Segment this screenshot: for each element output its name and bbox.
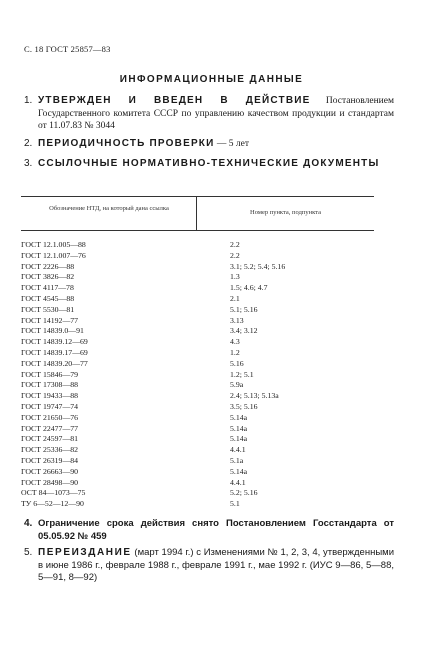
table-row [21,326,374,337]
table-header-rule [21,230,374,231]
cell-point: 5.16 [230,358,244,368]
cell-point: 1.2; 5.1 [230,369,254,379]
item-number: 1. [24,95,33,106]
cell-point: 2.2 [230,250,240,260]
table-row [21,262,374,273]
table-row [21,488,374,499]
table-row [21,391,374,402]
item-number: 5. [24,547,33,558]
item-text: — 5 лет [214,139,249,149]
cell-document: ГОСТ 21650—76 [21,412,79,422]
cell-point: 3.4; 3.12 [230,326,258,336]
cell-document: ГОСТ 26663—90 [21,466,79,476]
info-item-3 [24,158,394,171]
table-row [21,424,374,435]
item-number: 2. [24,138,33,149]
table-row [21,348,374,359]
reference-table [21,196,374,509]
cell-point: 5.1 [230,499,240,509]
cell-document: ГОСТ 19433—88 [21,391,79,401]
cell-point: 5.14а [230,412,248,422]
table-row [21,478,374,489]
cell-document: ГОСТ 28498—90 [21,477,79,487]
item-lead: ССЫЛОЧНЫЕ НОРМАТИВНО-ТЕХНИЧЕСКИЕ ДОКУМЕНТЫ [38,158,380,169]
table-row [21,337,374,348]
cell-point: 2.1 [230,293,240,303]
table-row [21,434,374,445]
cell-point: 5.9а [230,380,244,390]
cell-point: 5.2; 5.16 [230,488,258,498]
item-lead: ПЕРЕИЗДАНИЕ [38,547,132,558]
cell-point: 5.14а [230,434,248,444]
cell-point: 5.1а [230,455,244,465]
table-row [21,380,374,391]
item-text: Ограничение срока действия снято Постановлением Госстандарта от 05.05.92 № 459 [38,518,394,542]
table-row [21,272,374,283]
cell-point: 1.3 [230,272,240,282]
table-row [21,456,374,467]
item-text: (март 1994 г.) с Изменениями № 1, 2, 3, 4, утвержденными в июне 1986 г., феврале 1988 г., феврале 1991 г., мае 1992 г. (ИУС 9—86, 5—88, 5—91, 8—92) [38,547,394,583]
cell-document: ГОСТ 14839.17—69 [21,347,88,357]
table-body [21,240,374,510]
table-row [21,359,374,370]
table-row [21,305,374,316]
page-header: С. 18 ГОСТ 25857—83 [24,44,111,54]
cell-point: 4.3 [230,337,240,347]
cell-document: ГОСТ 14839.0—91 [21,326,84,336]
section-title: ИНФОРМАЦИОННЫЕ ДАННЫЕ [119,74,304,85]
cell-document: ГОСТ 14192—77 [21,315,79,325]
item-lead: УТВЕРЖДЕН И ВВЕДЕН В ДЕЙСТВИЕ [38,95,311,106]
cell-point: 2.2 [230,240,240,249]
info-item-1 [24,95,394,133]
cell-document: ТУ 6—52—12—90 [21,499,84,509]
table-row [21,445,374,456]
table-row [21,370,374,381]
item-text: Постановлением Государственного комитета СССР по управлению качеством продукции и стандартам от 11.07.83 № 3044 [38,96,394,131]
cell-document: ГОСТ 19747—74 [21,401,79,411]
table-top-rule [21,196,374,197]
cell-document: ГОСТ 26319—84 [21,455,79,465]
cell-point: 2.4; 5.13; 5.13а [230,391,279,401]
cell-point: 3.13 [230,315,244,325]
table-row [21,402,374,413]
cell-point: 1.5; 4.6; 4.7 [230,283,268,293]
cell-document: ГОСТ 15846—79 [21,369,79,379]
table-row [21,294,374,305]
cell-point: 5.1; 5.16 [230,304,258,314]
table-header-divider [196,196,197,230]
column-header-document: Обозначение НТД, на который дана ссылка [49,205,169,212]
table-row [21,240,374,251]
table-row [21,413,374,424]
info-item-2 [24,138,394,151]
cell-document: ГОСТ 22477—77 [21,423,79,433]
cell-point: 1.2 [230,347,240,357]
cell-point: 4.4.1 [230,477,246,487]
cell-document: ГОСТ 3826—82 [21,272,75,282]
cell-document: ГОСТ 12.1.007—76 [21,250,86,260]
table-row [21,467,374,478]
cell-document: ГОСТ 25336—82 [21,445,79,455]
cell-document: ГОСТ 2226—88 [21,261,75,271]
item-number: 4. [24,518,33,529]
cell-document: ГОСТ 17308—88 [21,380,79,390]
item-number: 3. [24,158,33,169]
table-row [21,283,374,294]
table-row [21,499,374,510]
info-item-5 [24,547,394,585]
cell-document: ГОСТ 5530—81 [21,304,75,314]
cell-document: ГОСТ 14839.12—69 [21,337,88,347]
cell-point: 3.5; 5.16 [230,401,258,411]
cell-document: ГОСТ 4117—78 [21,283,74,293]
table-row [21,316,374,327]
column-header-point: Номер пункта, подпункта [250,209,321,216]
cell-document: ГОСТ 4545—88 [21,293,75,303]
item-lead: ПЕРИОДИЧНОСТЬ ПРОВЕРКИ [38,138,215,149]
cell-point: 3.1; 5.2; 5.4; 5.16 [230,261,286,271]
cell-document: ГОСТ 14839.20—77 [21,358,88,368]
cell-point: 5.14а [230,466,248,476]
cell-document: ГОСТ 12.1.005—88 [21,240,86,249]
cell-document: ОСТ 84—1073—75 [21,488,86,498]
cell-point: 5.14а [230,423,248,433]
table-row [21,251,374,262]
cell-point: 4.4.1 [230,445,246,455]
info-item-4 [24,518,394,543]
cell-document: ГОСТ 24597—81 [21,434,79,444]
